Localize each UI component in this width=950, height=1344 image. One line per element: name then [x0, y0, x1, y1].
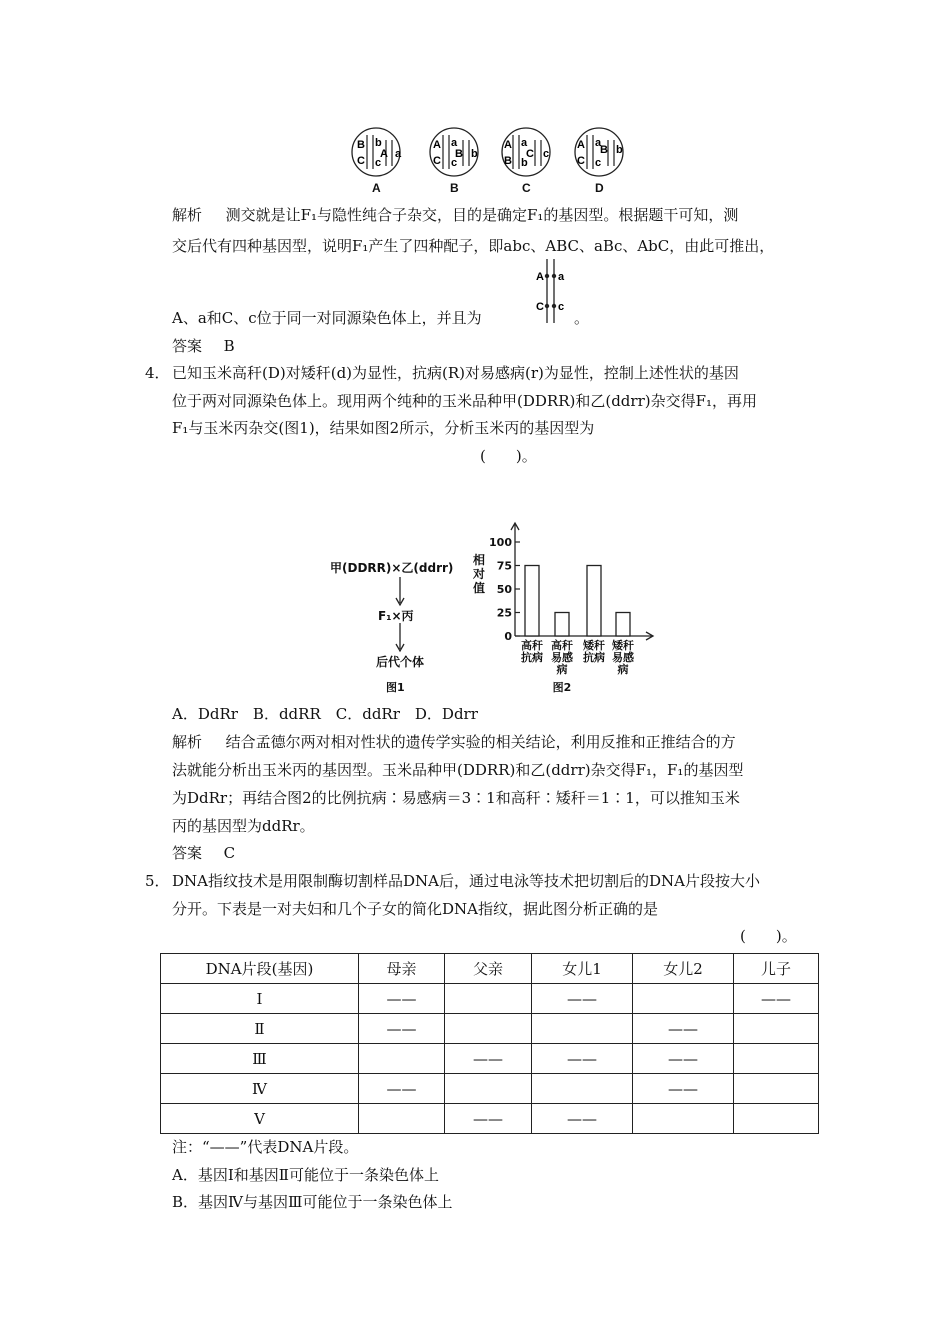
table-cell	[359, 1104, 445, 1134]
x-tick-label: 高秆	[551, 639, 573, 652]
cell-option-d	[575, 128, 623, 176]
table-cell	[734, 1104, 819, 1134]
option-label-b: B	[450, 181, 459, 195]
svg-text:A: A	[504, 139, 512, 151]
y-tick-label: 0	[504, 630, 512, 643]
q4-number: 4．	[145, 364, 170, 382]
table-cell	[445, 1074, 532, 1104]
q4-analysis-line2: 法就能分析出玉米丙的基因型。玉米品种甲(DDRR)和乙(ddrr)杂交得F₁，F₁的基因型	[172, 761, 744, 779]
q5-note: 注：“——”代表DNA片段。	[172, 1138, 359, 1156]
x-tick-label: 抗病	[583, 651, 605, 664]
table-row	[161, 984, 819, 1014]
table-cell	[734, 1074, 819, 1104]
q4-stem-line2: 位于两对同源染色体上。现用两个纯种的玉米品种甲(DDRR)和乙(ddrr)杂交得F₁，再用	[172, 392, 758, 410]
svg-text:B: B	[357, 139, 365, 151]
table-cell: ——	[633, 1044, 734, 1074]
svg-text:a: a	[558, 271, 565, 283]
x-tick-label: 病	[617, 663, 629, 676]
table-cell: ——	[633, 1014, 734, 1044]
y-tick-label: 100	[489, 536, 512, 549]
svg-text:B: B	[455, 148, 463, 160]
svg-text:A: A	[380, 148, 388, 160]
y-axis-label: 对	[473, 567, 486, 581]
q3-analysis-end: 。	[574, 309, 590, 327]
option-label-d: D	[595, 181, 604, 195]
q3-analysis-line3	[172, 308, 482, 328]
y-axis-label: 相	[473, 553, 486, 567]
svg-text:c: c	[558, 301, 565, 313]
table-cell	[633, 984, 734, 1014]
q3-answer-label: 答案	[172, 337, 203, 355]
table-cell	[734, 1014, 819, 1044]
fig1-caption: 图1	[386, 681, 405, 694]
table-cell	[532, 1074, 633, 1104]
q3-analysis-text1: 测交就是让F₁与隐性纯合子杂交，目的是确定F₁的基因型。根据题干可知，测	[225, 206, 739, 224]
figure-2-bar-chart	[470, 520, 660, 705]
table-cell: ——	[532, 984, 633, 1014]
fig1-arrow-1	[394, 577, 406, 607]
svg-text:b: b	[471, 148, 478, 160]
q5-number: 5．	[145, 872, 170, 890]
svg-text:B: B	[504, 155, 512, 167]
svg-text:A: A	[433, 139, 441, 151]
table-cell: Ⅲ	[161, 1044, 359, 1074]
bar	[587, 566, 601, 637]
table-cell	[445, 984, 532, 1014]
svg-text:B: B	[600, 144, 608, 156]
x-tick-label: 高秆	[521, 639, 543, 652]
table-header-cell: 女儿2	[633, 954, 734, 984]
table-cell: ——	[359, 1074, 445, 1104]
q4-answer-label: 答案	[172, 844, 203, 862]
table-header-cell: 父亲	[445, 954, 532, 984]
x-tick-label: 矮秆	[612, 639, 634, 652]
svg-text:b: b	[616, 144, 623, 156]
svg-text:a: a	[521, 137, 528, 149]
table-cell: ——	[445, 1044, 532, 1074]
x-tick-label: 易感	[551, 651, 573, 664]
x-tick-label: 病	[556, 663, 568, 676]
table-cell: Ⅱ	[161, 1014, 359, 1044]
q4-analysis-line3: 为DdRr；再结合图2的比例抗病∶易感病＝3∶1和高秆∶矮秆＝1∶1，可以推知玉米	[172, 789, 740, 807]
figure-1	[330, 555, 470, 695]
y-tick-label: 75	[496, 559, 512, 573]
q5-option-a: A．基因Ⅰ和基因Ⅱ可能位于一条染色体上	[172, 1166, 439, 1184]
svg-text:A: A	[536, 271, 544, 283]
svg-text:A: A	[577, 139, 585, 151]
y-axis-label: 值	[473, 581, 486, 595]
fig1-f1-cross: F₁×丙	[378, 609, 414, 623]
table-row	[161, 1014, 819, 1044]
option-label-a: A	[372, 181, 381, 195]
q3-analysis-label: 解析	[172, 206, 203, 224]
svg-text:c: c	[375, 157, 382, 169]
q4-analysis-line4: 丙的基因型为ddRr。	[172, 817, 315, 835]
table-cell: ——	[532, 1104, 633, 1134]
table-row	[161, 1044, 819, 1074]
table-cell	[359, 1044, 445, 1074]
table-cell: Ⅴ	[161, 1104, 359, 1134]
fig1-cross: 甲(DDRR)×乙(ddrr)	[330, 561, 454, 575]
q4-stem-line1: 已知玉米高秆(D)对矮秆(d)为显性，抗病(R)对易感病(r)为显性，控制上述性状的基因	[172, 364, 739, 382]
q5-answer-paren: ( )。	[740, 927, 797, 945]
svg-text:c: c	[595, 157, 602, 169]
q4-analysis-text1: 结合孟德尔两对相对性状的遗传学实验的相关结论，利用反推和正推结合的方	[225, 733, 736, 751]
x-tick-label: 矮秆	[583, 639, 605, 652]
svg-text:C: C	[526, 148, 534, 160]
table-cell: ——	[532, 1044, 633, 1074]
q4-analysis-label: 解析	[172, 733, 203, 751]
q5-stem-line1: DNA指纹技术是用限制酶切割样品DNA后，通过电泳等技术把切割后的DNA片段按大小	[172, 872, 760, 890]
cell-option-c	[502, 128, 550, 176]
table-cell: ——	[734, 984, 819, 1014]
table-cell: ——	[445, 1104, 532, 1134]
table-cell: Ⅳ	[161, 1074, 359, 1104]
table-header-row	[161, 954, 819, 984]
svg-text:b: b	[521, 157, 528, 169]
bar	[525, 566, 539, 637]
q4-answer	[172, 843, 235, 863]
option-label-c: C	[522, 181, 531, 195]
q5-stem-line2: 分开。下表是一对夫妇和几个子女的简化DNA指纹，据此图分析正确的是	[172, 900, 658, 918]
cell-option-b	[430, 128, 478, 176]
dna-fingerprint-table	[160, 953, 819, 1134]
y-tick-label: 50	[496, 583, 512, 596]
svg-text:a: a	[395, 148, 402, 160]
table-row	[161, 1104, 819, 1134]
q4-choices: A．DdRr B．ddRR C．ddRr D．Ddrr	[172, 705, 478, 723]
bar	[616, 613, 630, 637]
svg-text:C: C	[577, 155, 585, 167]
q4-answer-paren: ( )。	[480, 447, 537, 465]
svg-text:C: C	[536, 301, 544, 313]
fig1-offspring: 后代个体	[376, 655, 425, 669]
table-header-cell: 女儿1	[532, 954, 633, 984]
table-cell: ——	[359, 984, 445, 1014]
x-tick-label: 易感	[612, 651, 634, 664]
q3-analysis-line1	[172, 205, 738, 225]
q3-answer	[172, 336, 235, 356]
table-cell	[633, 1104, 734, 1134]
chart-title: 图2	[552, 681, 572, 694]
table-cell	[532, 1014, 633, 1044]
q4-answer-value: C	[223, 844, 236, 862]
table-cell: ——	[359, 1014, 445, 1044]
svg-text:c: c	[451, 157, 458, 169]
q3-analysis-text3: A、a和C、c位于同一对同源染色体上，并且为	[172, 309, 482, 327]
svg-text:C: C	[357, 155, 365, 167]
bar	[555, 613, 569, 637]
q4-analysis-line1	[172, 732, 736, 752]
svg-text:c: c	[543, 148, 550, 160]
q3-answer-value: B	[223, 337, 235, 355]
svg-text:b: b	[375, 137, 382, 149]
q3-analysis-line2: 交后代有四种基因型，说明F₁产生了四种配子，即abc、ABC、aBc、AbC，由此可推出，	[172, 237, 775, 255]
table-header-cell: 母亲	[359, 954, 445, 984]
svg-text:a: a	[595, 137, 602, 149]
y-tick-label: 25	[496, 606, 512, 620]
x-tick-label: 抗病	[521, 651, 543, 664]
table-header-cell: 儿子	[734, 954, 819, 984]
fig1-arrow-2	[394, 623, 406, 653]
table-cell	[734, 1044, 819, 1074]
table-cell: ——	[633, 1074, 734, 1104]
q4-stem-line3: F₁与玉米丙杂交(图1)，结果如图2所示，分析玉米丙的基因型为	[172, 419, 595, 437]
svg-text:a: a	[451, 137, 458, 149]
cell-option-a	[352, 128, 402, 176]
q5-option-b: B．基因Ⅳ与基因Ⅲ可能位于一条染色体上	[172, 1193, 453, 1211]
svg-text:C: C	[433, 155, 441, 167]
table-cell	[445, 1014, 532, 1044]
table-cell: Ⅰ	[161, 984, 359, 1014]
table-row	[161, 1074, 819, 1104]
table-header-cell: DNA片段(基因)	[161, 954, 359, 984]
